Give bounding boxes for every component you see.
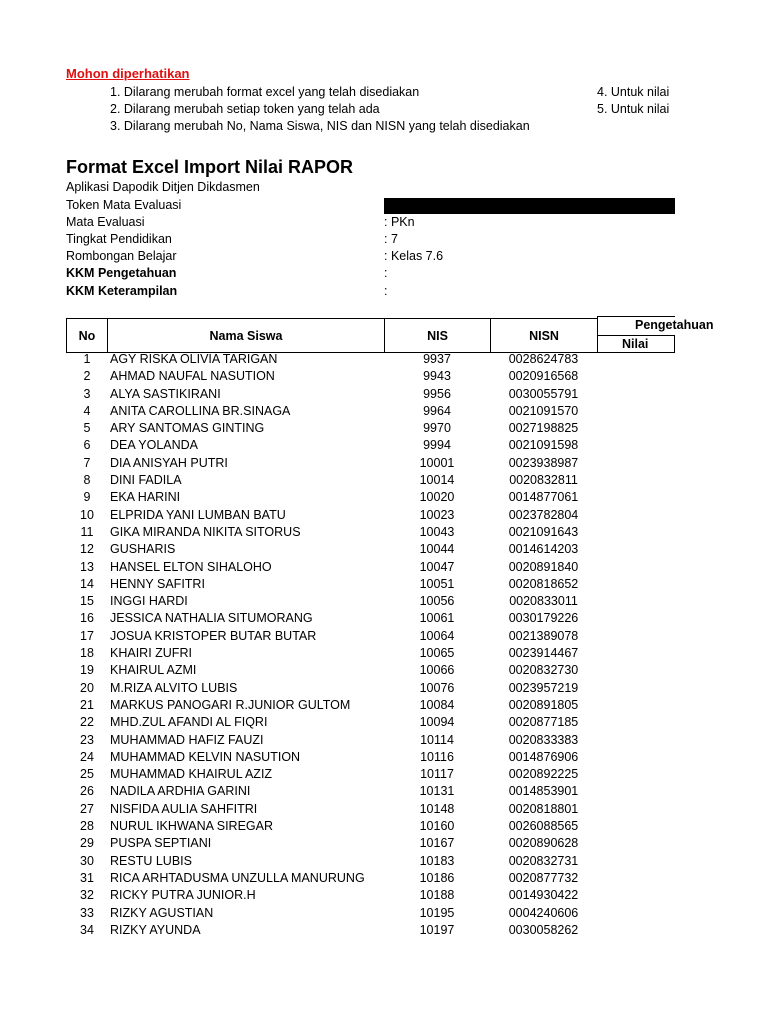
row-nama-siswa: EKA HARINI	[110, 490, 181, 505]
row-nisn: 0028624783	[508, 352, 579, 366]
row-nama-siswa: DEA YOLANDA	[110, 438, 199, 453]
row-nisn: 0020877732	[508, 870, 579, 885]
table-row	[0, 714, 768, 731]
row-nis: 10116	[420, 749, 454, 764]
row-nama-siswa: HANSEL ELTON SIHALOHO	[110, 559, 272, 574]
rule-2: 2. Dilarang merubah setiap token yang telah ada	[110, 102, 380, 116]
row-no: 21	[80, 697, 94, 712]
row-nis: 9956	[423, 386, 451, 401]
row-nis: 10056	[419, 594, 455, 609]
student-table-body	[0, 351, 768, 939]
row-nis: 9964	[423, 403, 451, 418]
row-nisn: 0030179226	[508, 611, 579, 626]
row-nama-siswa: MUHAMMAD KHAIRUL AZIZ	[110, 767, 273, 782]
row-nama-siswa: AGY RISKA OLIVIA TARIGAN	[110, 352, 278, 366]
row-nisn: 0020916568	[508, 369, 579, 384]
row-no: 3	[83, 386, 91, 401]
table-row	[0, 662, 768, 679]
kkm-keterampilan-value: :	[384, 284, 388, 298]
row-no: 12	[80, 542, 94, 557]
row-no: 18	[80, 646, 94, 661]
table-row	[0, 870, 768, 887]
mata-evaluasi-value: : PKn	[384, 215, 415, 229]
row-nisn: 0020833383	[508, 732, 579, 747]
row-nama-siswa: ALYA SASTIKIRANI	[110, 386, 221, 401]
document-subtitle: Aplikasi Dapodik Ditjen Dikdasmen	[66, 180, 260, 194]
row-nis: 10051	[419, 576, 455, 591]
row-nama-siswa: NISFIDA AULIA SAHFITRI	[110, 801, 258, 816]
token-label: Token Mata Evaluasi	[66, 198, 182, 212]
document-title: Format Excel Import Nilai RAPOR	[66, 157, 354, 177]
row-nisn: 0020891840	[508, 559, 579, 574]
row-nama-siswa: MHD.ZUL AFANDI AL FIQRI	[110, 715, 268, 730]
table-row	[0, 697, 768, 714]
row-nisn: 0027198825	[508, 421, 579, 436]
row-nis: 10160	[419, 819, 455, 834]
kkm-pengetahuan-value: :	[384, 266, 388, 280]
header-pengetahuan: Pengetahuan	[597, 316, 675, 335]
row-nama-siswa: PUSPA SEPTIANI	[110, 836, 212, 851]
row-nisn: 0020877185	[508, 715, 579, 730]
row-nama-siswa: MUHAMMAD KELVIN NASUTION	[110, 749, 301, 764]
row-nis: 10094	[419, 715, 455, 730]
row-nis: 10188	[419, 888, 455, 903]
table-row	[0, 507, 768, 524]
row-nisn: 0023957219	[508, 680, 579, 695]
row-nis: 10064	[419, 628, 455, 643]
row-nama-siswa: NURUL IKHWANA SIREGAR	[110, 819, 273, 834]
row-no: 17	[80, 628, 94, 643]
row-nama-siswa: HENNY SAFITRI	[110, 576, 205, 591]
row-nisn: 0014930422	[508, 888, 579, 903]
row-nama-siswa: M.RIZA ALVITO LUBIS	[110, 680, 238, 695]
row-nisn: 0020833011	[509, 594, 578, 609]
row-nis: 10131	[419, 784, 455, 799]
row-nis: 9937	[423, 352, 451, 366]
rule-5: 5. Untuk nilai	[597, 102, 670, 116]
row-nisn: 0020890628	[508, 836, 579, 851]
row-no: 31	[80, 870, 94, 885]
rule-1: 1. Dilarang merubah format excel yang telah disediakan	[110, 85, 420, 99]
row-nama-siswa: DINI FADILA	[110, 473, 182, 488]
table-row	[0, 403, 768, 420]
row-nama-siswa: ELPRIDA YANI LUMBAN BATU	[110, 507, 286, 522]
row-nis: 10044	[419, 542, 455, 557]
row-nama-siswa: GUSHARIS	[110, 542, 176, 557]
row-nis: 10014	[419, 473, 455, 488]
row-nisn: 0023914467	[508, 646, 579, 661]
row-nisn: 0014876906	[508, 749, 579, 764]
table-row	[0, 524, 768, 541]
row-nisn: 0014853901	[508, 784, 579, 799]
table-row	[0, 645, 768, 662]
table-row	[0, 455, 768, 472]
row-no: 1	[83, 352, 91, 366]
row-nama-siswa: RIZKY AGUSTIAN	[110, 905, 214, 920]
row-no: 15	[80, 594, 94, 609]
row-nisn: 0020818652	[508, 576, 579, 591]
row-no: 7	[83, 455, 91, 470]
table-row	[0, 472, 768, 489]
table-row	[0, 351, 768, 368]
table-row	[0, 610, 768, 627]
row-no: 4	[83, 403, 91, 418]
mata-evaluasi-label: Mata Evaluasi	[66, 215, 145, 229]
row-nis: 10197	[419, 922, 455, 937]
row-nisn: 0020832730	[508, 663, 579, 678]
row-nama-siswa: DIA ANISYAH PUTRI	[110, 455, 228, 470]
row-nis: 10047	[419, 559, 455, 574]
rule-3: 3. Dilarang merubah No, Nama Siswa, NIS dan NISN yang telah disediakan	[110, 119, 530, 133]
row-nama-siswa: ARY SANTOMAS GINTING	[110, 421, 265, 436]
row-nama-siswa: JESSICA NATHALIA SITUMORANG	[110, 611, 313, 626]
token-redaction-bar	[384, 198, 675, 214]
row-nama-siswa: INGGI HARDI	[110, 594, 188, 609]
row-no: 23	[80, 732, 94, 747]
row-nis: 10065	[419, 646, 455, 661]
row-nisn: 0023782804	[508, 507, 579, 522]
row-nama-siswa: JOSUA KRISTOPER BUTAR BUTAR	[110, 628, 317, 643]
table-row	[0, 628, 768, 645]
row-no: 13	[80, 559, 94, 574]
row-no: 28	[80, 819, 94, 834]
row-nis: 10076	[419, 680, 455, 695]
rombel-value: : Kelas 7.6	[384, 249, 444, 263]
row-no: 30	[80, 853, 94, 868]
row-nisn: 0026088565	[508, 819, 579, 834]
row-no: 19	[80, 663, 94, 678]
row-no: 25	[80, 767, 94, 782]
table-row	[0, 386, 768, 403]
table-row	[0, 559, 768, 576]
table-row	[0, 818, 768, 835]
table-row	[0, 905, 768, 922]
row-nis: 10186	[419, 870, 455, 885]
row-no: 32	[80, 888, 94, 903]
row-nisn: 0021091643	[508, 524, 579, 539]
row-no: 10	[80, 507, 94, 522]
header-nisn: NISN	[490, 318, 598, 353]
row-nama-siswa: MUHAMMAD HAFIZ FAUZI	[110, 732, 264, 747]
row-nama-siswa: MARKUS PANOGARI R.JUNIOR GULTOM	[110, 697, 351, 712]
table-row	[0, 368, 768, 385]
header-nilai: Nilai	[597, 335, 675, 353]
row-nis: 9943	[423, 369, 451, 384]
row-nis: 10183	[419, 853, 455, 868]
table-row	[0, 887, 768, 904]
row-nama-siswa: AHMAD NAUFAL NASUTION	[110, 369, 275, 384]
row-nama-siswa: KHAIRI ZUFRI	[110, 646, 192, 661]
row-nisn: 0030058262	[508, 922, 579, 937]
row-no: 6	[83, 438, 91, 453]
table-row	[0, 680, 768, 697]
tingkat-label: Tingkat Pendidikan	[66, 232, 172, 246]
row-nis: 10114	[420, 732, 454, 747]
row-nisn: 0020818801	[508, 801, 579, 816]
tingkat-value: : 7	[384, 232, 398, 246]
row-nis: 10066	[419, 663, 455, 678]
row-nis: 10020	[419, 490, 455, 505]
row-nisn: 0030055791	[508, 386, 579, 401]
table-row	[0, 437, 768, 454]
row-nisn: 0021091570	[508, 403, 579, 418]
row-nama-siswa: RIZKY AYUNDA	[110, 922, 201, 937]
table-row	[0, 783, 768, 800]
row-nis: 10167	[419, 836, 455, 851]
row-nis: 10195	[419, 905, 455, 920]
row-nis: 10061	[419, 611, 455, 626]
table-row	[0, 835, 768, 852]
row-nisn: 0020891805	[508, 697, 579, 712]
row-no: 20	[80, 680, 94, 695]
row-nisn: 0020832731	[508, 853, 579, 868]
row-no: 34	[80, 922, 94, 937]
row-no: 22	[80, 715, 94, 730]
table-row	[0, 801, 768, 818]
row-no: 2	[83, 369, 91, 384]
row-nisn: 0014877061	[508, 490, 579, 505]
row-no: 16	[80, 611, 94, 626]
row-no: 9	[83, 490, 91, 505]
row-nis: 10117	[420, 767, 454, 782]
table-row	[0, 732, 768, 749]
row-nama-siswa: RESTU LUBIS	[110, 853, 192, 868]
row-no: 14	[80, 576, 94, 591]
table-row	[0, 766, 768, 783]
table-row	[0, 576, 768, 593]
row-no: 11	[80, 524, 94, 539]
row-nama-siswa: GIKA MIRANDA NIKITA SITORUS	[110, 524, 301, 539]
table-row	[0, 853, 768, 870]
row-nis: 9970	[423, 421, 451, 436]
table-row	[0, 541, 768, 558]
row-nisn: 0023938987	[508, 455, 579, 470]
row-nisn: 0021091598	[508, 438, 579, 453]
rule-4: 4. Untuk nilai	[597, 85, 670, 99]
row-nis: 10084	[419, 697, 455, 712]
row-no: 8	[83, 473, 91, 488]
table-row	[0, 420, 768, 437]
row-nis: 9994	[423, 438, 451, 453]
row-nama-siswa: RICKY PUTRA JUNIOR.H	[110, 888, 256, 903]
row-no: 29	[80, 836, 94, 851]
row-nis: 10001	[419, 455, 455, 470]
kkm-pengetahuan-label: KKM Pengetahuan	[66, 266, 177, 280]
row-no: 27	[80, 801, 94, 816]
row-no: 5	[83, 421, 91, 436]
row-nama-siswa: KHAIRUL AZMI	[110, 663, 197, 678]
row-nis: 10023	[419, 507, 455, 522]
row-nama-siswa: NADILA ARDHIA GARINI	[110, 784, 251, 799]
rombel-label: Rombongan Belajar	[66, 249, 177, 263]
row-nis: 10043	[419, 524, 455, 539]
row-nama-siswa: ANITA CAROLLINA BR.SINAGA	[110, 403, 291, 418]
table-row	[0, 593, 768, 610]
table-row	[0, 749, 768, 766]
header-nama-siswa: Nama Siswa	[107, 318, 385, 353]
header-nis: NIS	[384, 318, 491, 353]
row-nisn: 0021389078	[508, 628, 579, 643]
row-no: 24	[80, 749, 94, 764]
row-no: 26	[80, 784, 94, 799]
header-no: No	[66, 318, 108, 353]
row-nisn: 0014614203	[508, 542, 579, 557]
table-row	[0, 489, 768, 506]
notice-title: Mohon diperhatikan	[66, 66, 190, 81]
row-nisn: 0004240606	[508, 905, 579, 920]
kkm-keterampilan-label: KKM Keterampilan	[66, 284, 178, 298]
row-nama-siswa: RICA ARHTADUSMA UNZULLA MANURUNG	[110, 870, 365, 885]
row-no: 33	[80, 905, 94, 920]
table-row	[0, 922, 768, 939]
row-nisn: 0020832811	[509, 473, 578, 488]
row-nisn: 0020892225	[508, 767, 579, 782]
row-nis: 10148	[419, 801, 455, 816]
